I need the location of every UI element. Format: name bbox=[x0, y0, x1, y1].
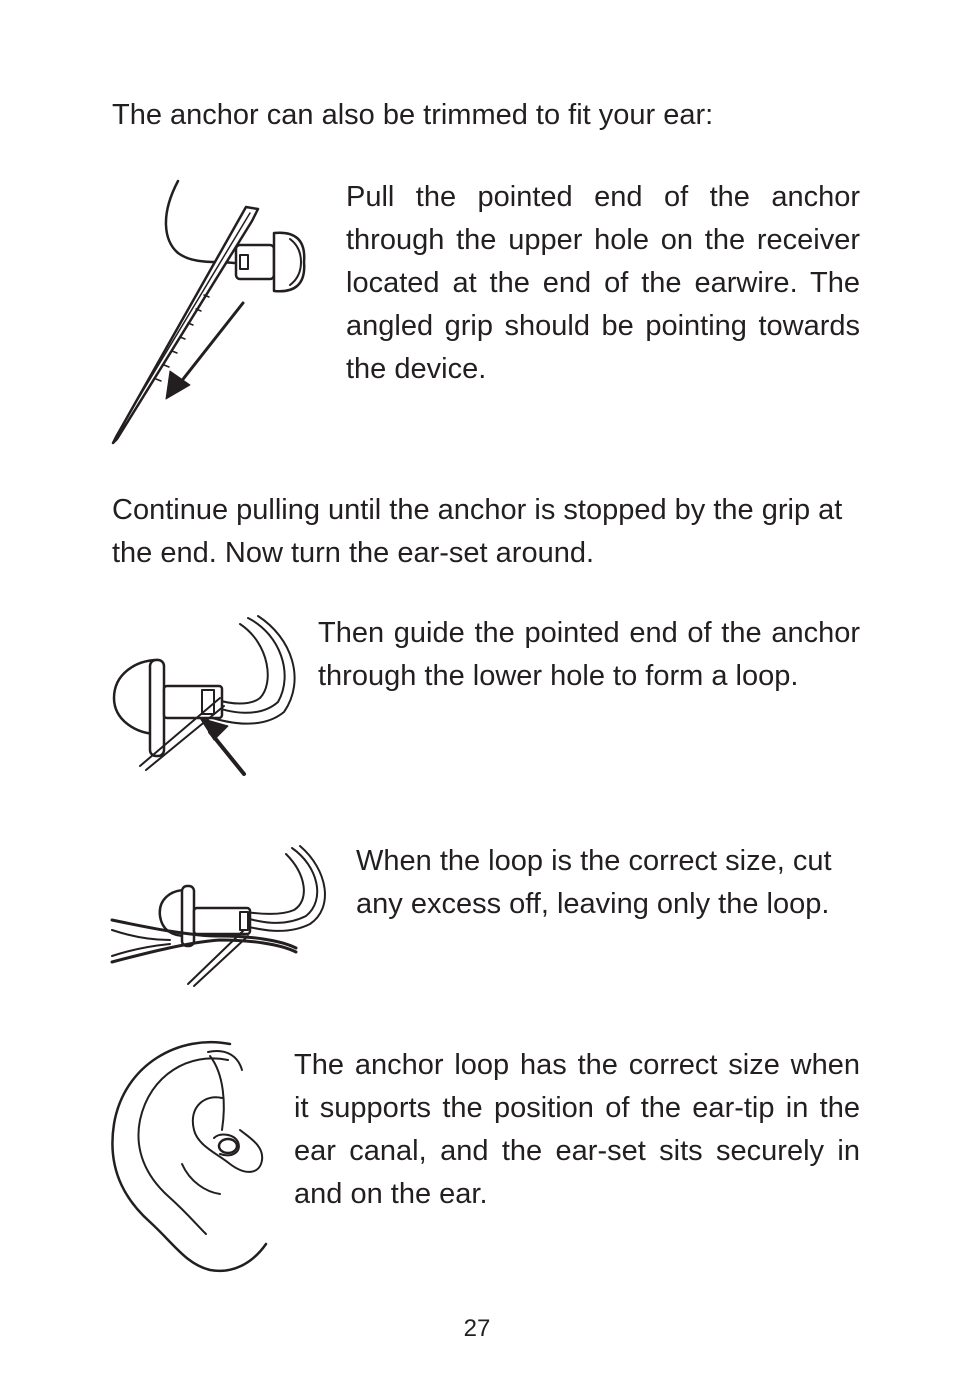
step4-text: The anchor loop has the correct size when it supports the position of the ear-tip in the ear canal, and the ear-set sits securely in and on the ear. bbox=[294, 1049, 860, 1210]
anchor-cut-illustration bbox=[110, 844, 330, 986]
anchor-loop-illustration bbox=[110, 614, 300, 784]
intro-text: The anchor can also be trimmed to fit your ear: bbox=[112, 99, 714, 131]
step1-text: Pull the pointed end of the anchor through the upper hole on the receiver located at the end of the earwire. The angled grip should be pointing towards the device. bbox=[346, 181, 860, 385]
continue-text: Continue pulling until the anchor is stopped by the grip at the end. Now turn the ear-set around. bbox=[112, 494, 843, 569]
page-number: 27 bbox=[463, 1315, 491, 1342]
step3-text: When the loop is the correct size, cut any excess off, leaving only the loop. bbox=[356, 845, 832, 920]
ear-fit-illustration bbox=[110, 1034, 280, 1274]
anchor-pull-illustration bbox=[108, 175, 328, 450]
step2-text: Then guide the pointed end of the anchor through the lower hole to form a loop. bbox=[318, 617, 860, 692]
